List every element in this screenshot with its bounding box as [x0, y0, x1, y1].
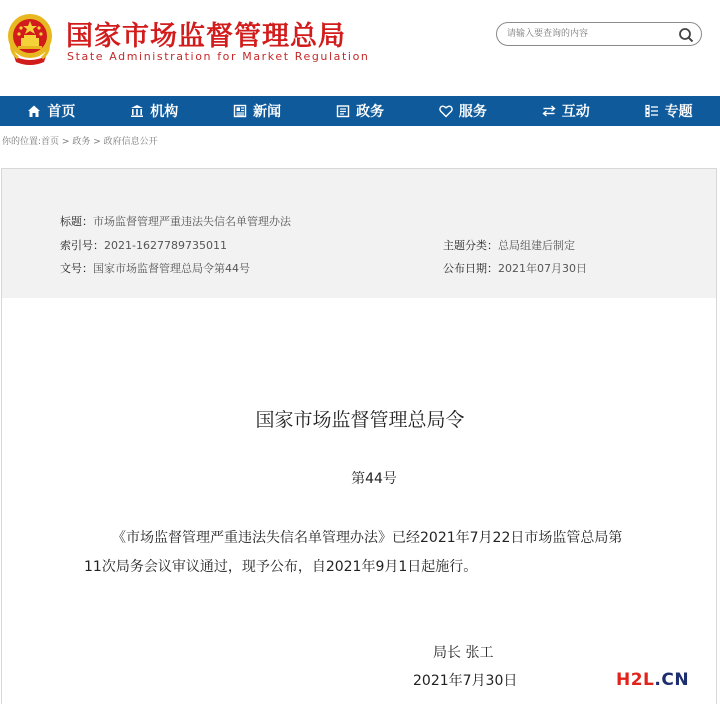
info-topic-value: 总局组建后制定 — [498, 239, 575, 252]
nav-item-news[interactable] — [206, 96, 309, 126]
site-header — [0, 0, 720, 96]
nav-label: 政务 — [356, 104, 384, 120]
breadcrumb-government[interactable]: 政务 — [72, 137, 91, 147]
building-icon — [130, 104, 144, 118]
nav-item-home[interactable] — [0, 96, 103, 126]
site-name-cn[interactable]: 国家市场监督管理总局 — [66, 21, 346, 52]
nav-item-service[interactable] — [411, 96, 514, 126]
search-input[interactable] — [507, 26, 671, 42]
nav-label: 新闻 — [253, 104, 282, 120]
breadcrumb-home[interactable]: 首页 — [41, 137, 60, 147]
breadcrumb — [2, 134, 158, 147]
document-signer: 局长 张工 — [433, 645, 494, 661]
nav-item-topics[interactable] — [617, 96, 720, 126]
info-date-label: 公布日期： — [443, 262, 498, 275]
watermark-part-a: H2L — [616, 670, 655, 690]
breadcrumb-info-disclosure[interactable]: 政府信息公开 — [103, 137, 158, 147]
nav-label: 机构 — [150, 104, 179, 120]
info-title-value: 市场监督管理严重违法失信名单管理办法 — [93, 215, 291, 228]
nav-label: 首页 — [47, 104, 76, 120]
nav-label: 专题 — [664, 104, 693, 120]
search-box — [496, 22, 702, 46]
info-title-row — [60, 213, 291, 229]
home-icon — [27, 104, 41, 118]
info-docno-label: 文号： — [60, 262, 93, 275]
nav-label: 服务 — [458, 104, 487, 120]
info-docno-value: 国家市场监督管理总局令第44号 — [93, 262, 250, 275]
info-index-value: 2021-1627789735011 — [104, 239, 227, 252]
document-info-panel — [1, 168, 717, 299]
breadcrumb-prefix: 你的位置: — [2, 137, 42, 147]
info-index-row — [60, 237, 227, 253]
nav-item-interaction[interactable] — [514, 96, 617, 126]
document-number: 第44号 — [351, 471, 397, 487]
breadcrumb-separator: > — [59, 137, 73, 147]
exchange-icon — [542, 104, 556, 118]
info-topic-row — [443, 237, 575, 253]
nav-item-government[interactable] — [309, 96, 412, 126]
heart-icon — [439, 104, 453, 118]
h2l-watermark — [616, 670, 689, 690]
government-icon — [336, 104, 350, 118]
watermark-part-b: .CN — [654, 670, 690, 690]
main-nav — [0, 96, 720, 126]
national-emblem-icon[interactable] — [6, 12, 54, 68]
info-date-row — [443, 260, 587, 276]
document-title: 国家市场监督管理总局令 — [255, 409, 465, 431]
search-icon[interactable] — [677, 26, 695, 44]
info-docno-row — [60, 260, 250, 276]
news-icon — [233, 104, 247, 118]
info-date-value: 2021年07月30日 — [498, 262, 587, 275]
nav-label: 互动 — [561, 104, 590, 120]
list-icon — [645, 104, 659, 118]
document-sign-date: 2021年7月30日 — [413, 673, 518, 689]
site-name-en: State Administration for Market Regulation — [67, 50, 370, 63]
document-content — [1, 298, 717, 704]
info-topic-label: 主题分类： — [443, 239, 498, 252]
breadcrumb-separator: > — [90, 137, 104, 147]
info-title-label: 标题： — [60, 215, 93, 228]
document-body: 《市场监督管理严重违法失信名单管理办法》已经2021年7月22日市场监管总局第11次局务会议审议通过，现予公布，自2021年9月1日起施行。 — [84, 530, 623, 575]
nav-item-organization[interactable] — [103, 96, 206, 126]
info-index-label: 索引号： — [60, 239, 104, 252]
